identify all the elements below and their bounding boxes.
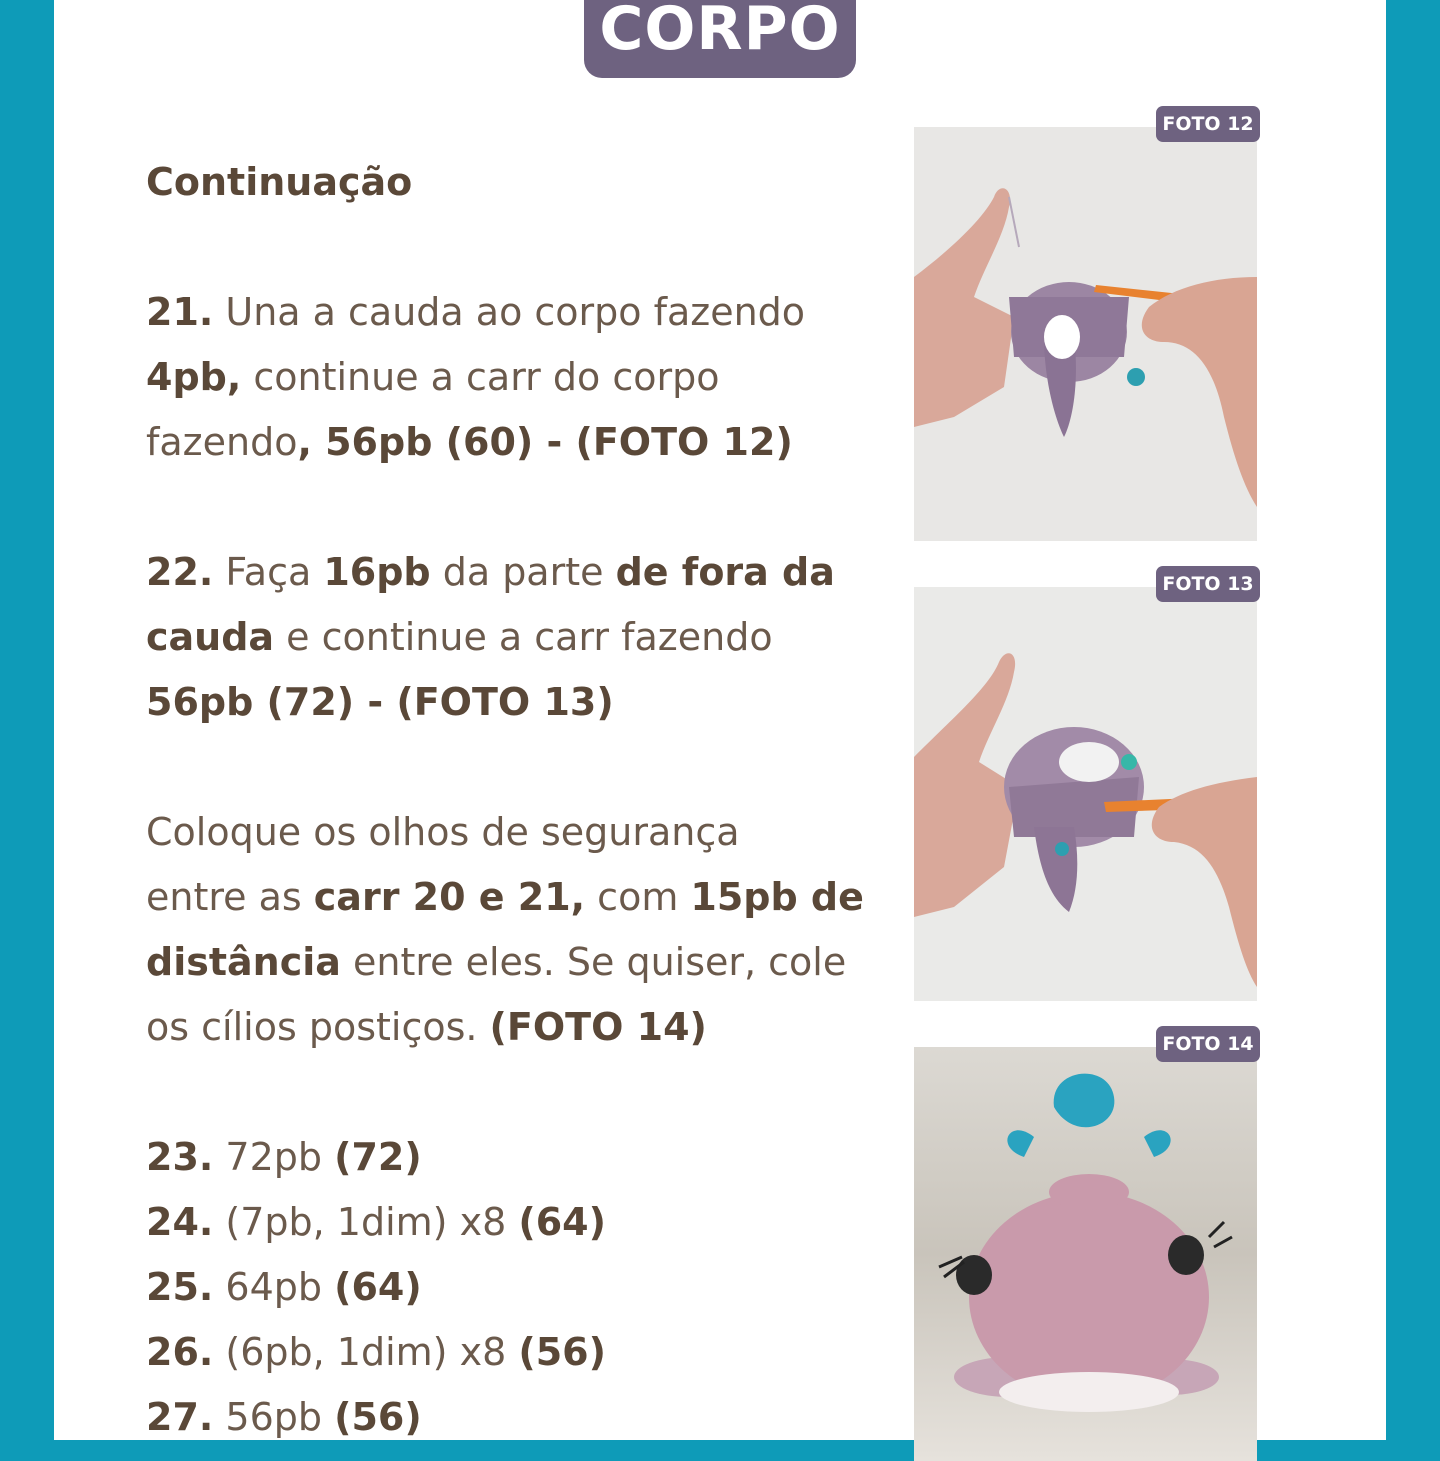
- subtitle: Continuação: [146, 160, 413, 204]
- step-text: com: [585, 875, 691, 919]
- section-title: [584, 0, 856, 78]
- photo-14: [914, 1047, 1257, 1461]
- step-bold: distância: [146, 940, 341, 984]
- list-item: [146, 1255, 866, 1320]
- step-text: entre as: [146, 875, 314, 919]
- step-number: 27.: [146, 1395, 214, 1439]
- step-text: os cílios postiços.: [146, 1005, 490, 1049]
- step-bold: 16pb: [323, 550, 431, 594]
- step-text: e continue a carr fazendo: [274, 615, 773, 659]
- step-21: [146, 280, 866, 475]
- step-text: entre eles. Se quiser, cole: [340, 940, 847, 984]
- step-text: Una a cauda ao corpo fazendo: [213, 290, 806, 334]
- step-bold: carr 20 e 21,: [313, 875, 586, 919]
- step-text: fazendo: [146, 420, 298, 464]
- step-bold: 4pb,: [146, 355, 242, 399]
- section-title-text: CORPO: [599, 0, 841, 64]
- step-number: 22.: [146, 550, 214, 594]
- list-item: [146, 1190, 866, 1255]
- stitch-count: (72): [334, 1135, 422, 1179]
- step-bold: de fora da: [615, 550, 835, 594]
- eyes-instruction: [146, 800, 866, 1060]
- step-bold: (FOTO 14): [489, 1005, 707, 1049]
- stitch-count: (64): [518, 1200, 606, 1244]
- step-text: (7pb, 1dim) x8: [213, 1200, 519, 1244]
- step-number: 21.: [146, 290, 214, 334]
- step-bold: 56pb (72) - (FOTO 13): [146, 680, 614, 724]
- step-text: Faça: [213, 550, 324, 594]
- instructions: [146, 150, 866, 1450]
- stitch-count: (64): [334, 1265, 422, 1309]
- step-text: da parte: [430, 550, 616, 594]
- step-text: 56pb: [213, 1395, 335, 1439]
- photo-12: [914, 127, 1257, 541]
- step-number: 23.: [146, 1135, 214, 1179]
- stitch-count: (56): [518, 1330, 606, 1374]
- step-text: 72pb: [213, 1135, 335, 1179]
- photo-14-label: FOTO 14: [1156, 1026, 1260, 1062]
- step-text: Coloque os olhos de segurança: [146, 810, 740, 854]
- photo-13: [914, 587, 1257, 1001]
- step-bold: cauda: [146, 615, 275, 659]
- list-item: [146, 1385, 866, 1450]
- list-item: [146, 1125, 866, 1190]
- page-card: [54, 0, 1386, 1440]
- step-bold: 15pb de: [690, 875, 864, 919]
- rounds-list: [146, 1125, 866, 1450]
- step-22: [146, 540, 866, 735]
- step-text: continue a carr do corpo: [241, 355, 720, 399]
- step-number: 25.: [146, 1265, 214, 1309]
- stitch-count: (56): [334, 1395, 422, 1439]
- photo-12-label: FOTO 12: [1156, 106, 1260, 142]
- list-item: [146, 1320, 866, 1385]
- step-number: 24.: [146, 1200, 214, 1244]
- step-number: 26.: [146, 1330, 214, 1374]
- step-text: (6pb, 1dim) x8: [213, 1330, 519, 1374]
- step-bold: , 56pb (60) - (FOTO 12): [297, 420, 793, 464]
- step-text: 64pb: [213, 1265, 335, 1309]
- photo-13-label: FOTO 13: [1156, 566, 1260, 602]
